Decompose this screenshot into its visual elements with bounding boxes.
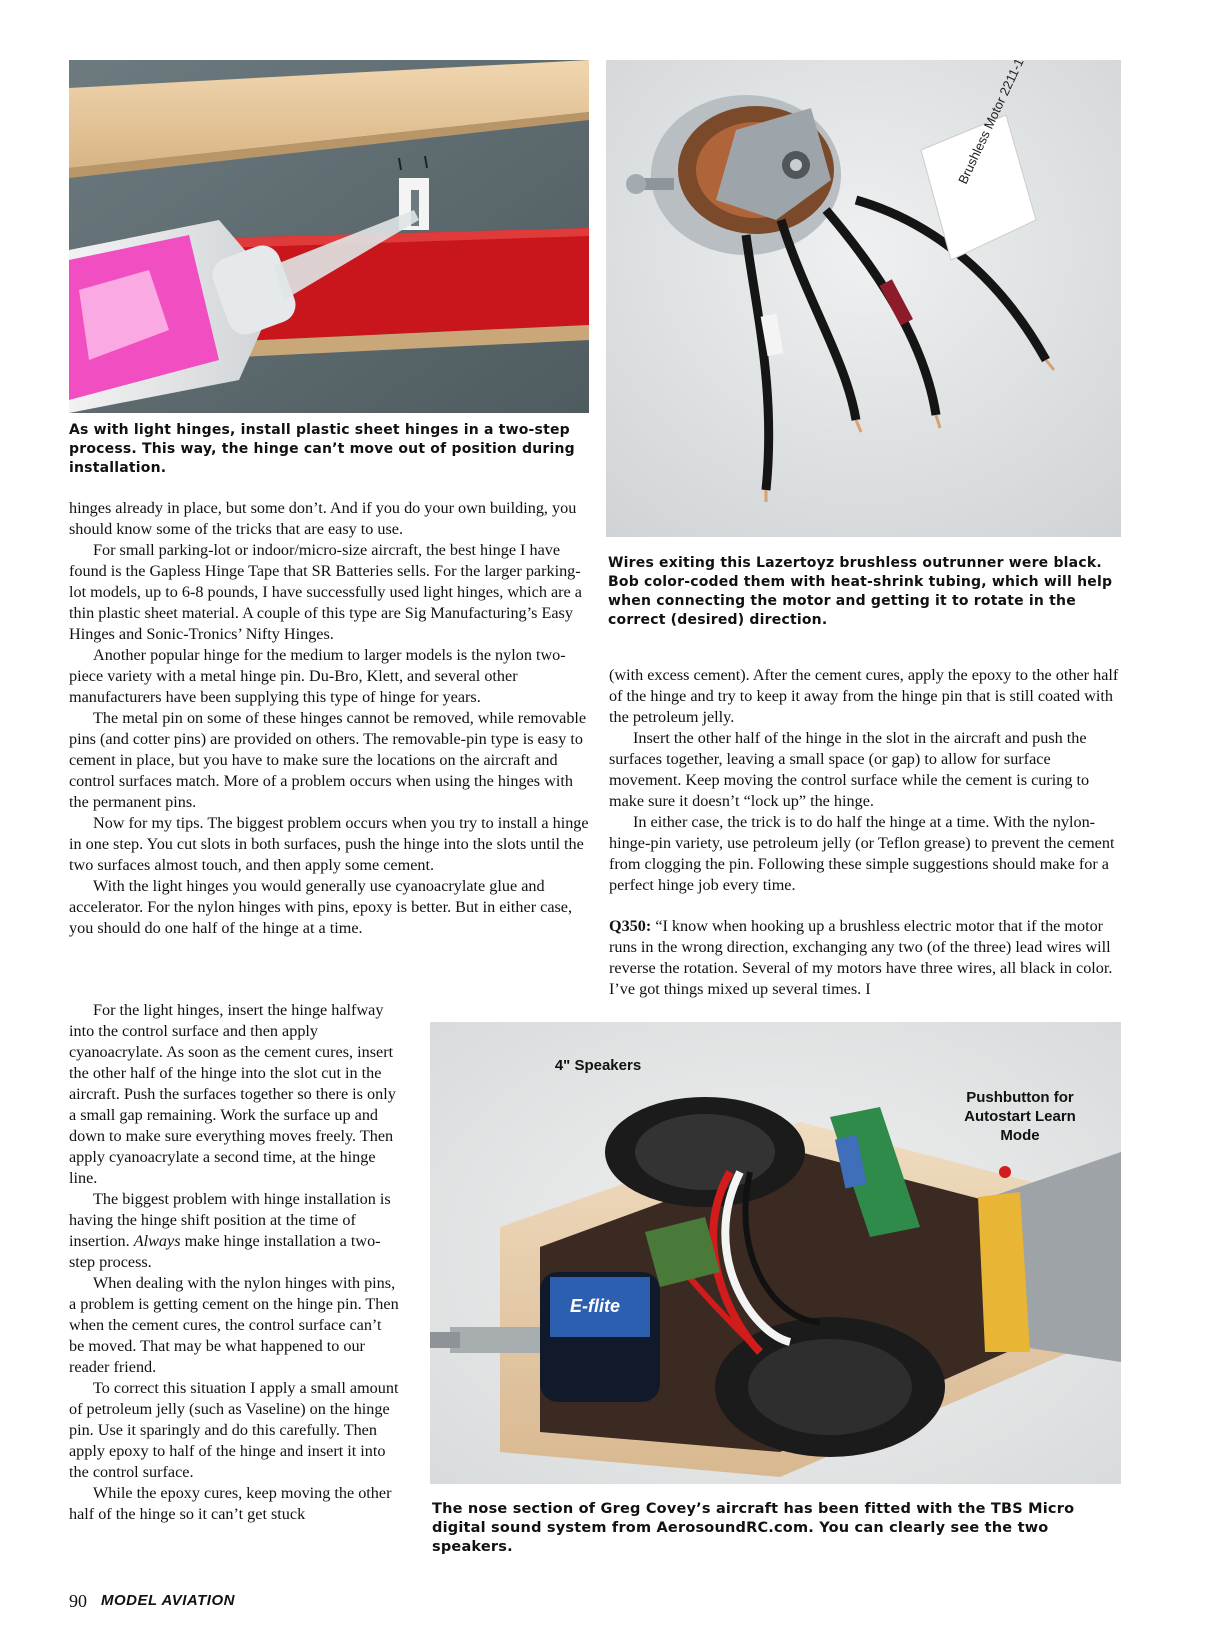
hinge-photo-art: [69, 60, 589, 413]
paragraph: Insert the other half of the hinge in the slot in the aircraft and push the surfaces together, leaving a small space (or gap) to allow for surface movement. Keep moving the control surface while the cement is curing to make sure it doesn’t “lock up” the hinge.: [609, 729, 1090, 810]
speakers-label: 4" Speakers: [554, 1057, 642, 1074]
motor-brand-text: E-flite: [570, 1296, 621, 1316]
paragraph: While the epoxy cures, keep moving the other half of the hinge so it can’t get stuck: [69, 1484, 392, 1523]
magazine-title: MODEL AVIATION: [101, 1592, 235, 1609]
question-paragraph: [609, 916, 1121, 1000]
paragraph: (with excess cement). After the cement cures, apply the epoxy to the other half of the hinge and try to keep it away from the hinge pin that is still coated with the petroleum jelly.: [609, 666, 1119, 726]
paragraph: To correct this situation I apply a small amount of petroleum jelly (such as Vaseline) on the hinge pin. Use it sparingly and do this carefully. Then apply epoxy to half of the hinge and insert it into the control surface.: [69, 1379, 399, 1481]
motor-photo-caption: Wires exiting this Lazertoyz brushless outrunner were black. Bob color-coded them with heat-shrink tubing, which will help when connecting the motor and getting it to rotate in the correct (desired) direction.: [608, 555, 1113, 628]
page-number: 90: [69, 1591, 87, 1611]
paragraph: The metal pin on some of these hinges cannot be removed, while removable pins (and cotter pins) are provided on others. The removable-pin type is easy to cement in place, but you have to make sure the locations on the aircraft and control surfaces match. More of a problem occurs when using the hinges with the permanent pins.: [69, 709, 587, 811]
text-run: make hinge installation a two-step process.: [69, 1232, 381, 1271]
narrow-column: [69, 1000, 399, 1525]
text-run: The biggest problem with hinge installation is having the hinge shift position at the time of insertion.: [69, 1190, 391, 1250]
nose-photo: [430, 1022, 1121, 1484]
paragraph: With the light hinges you would generally use cyanoacrylate glue and accelerator. For the nylon hinges with pins, epoxy is better. But in either case, you should do one half of the hinge at a time.: [69, 877, 573, 937]
hinge-photo: [69, 60, 589, 413]
paragraph: For small parking-lot or indoor/micro-size aircraft, the best hinge I have found is the Gapless Hinge Tape that SR Batteries sells. For the larger parking-lot models, up to 6-8 pounds, I have successfully used light hinges, which are a thin plastic sheet material. A couple of this type are Sig Manufacturing’s Easy Hinges and Sonic-Tronics’ Nifty Hinges.: [69, 541, 582, 643]
motor-photo: [606, 60, 1121, 537]
nose-photo-caption: The nose section of Greg Covey’s aircraft has been fitted with the TBS Micro digital sound system from AerosoundRC.com. You can clearly see the two speakers.: [432, 1501, 1075, 1555]
paragraph: In either case, the trick is to do half the hinge at a time. With the nylon-hinge-pin variety, use petroleum jelly (or Teflon grease) to prevent the cement from clogging the pin. Following these simple suggestions should make for a perfect hinge job every time.: [609, 813, 1115, 894]
right-column: [609, 665, 1121, 1000]
question-text: “I know when hooking up a brushless electric motor that if the motor runs in the wrong direction, exchanging any two (of the three) lead wires will reverse the rotation. Several of my motors have three wires, all black in color. I’ve got things mixed up several times. I: [609, 917, 1113, 998]
left-column: [69, 498, 589, 939]
emphasis: Always: [133, 1232, 181, 1250]
hinge-photo-caption: As with light hinges, install plastic sheet hinges in a two-step process. This way, the hinge can’t move out of position during installation.: [69, 422, 575, 476]
pushbutton-label: Pushbutton for Autostart Learn Mode: [964, 1089, 1076, 1144]
paragraph: For the light hinges, insert the hinge halfway into the control surface and then apply cyanoacrylate. As soon as the cement cures, insert the other half of the hinge into the slot cut in the aircraft. Push the surfaces together so there is only a small gap remaining. Work the surface up and down to make sure everything moves freely. Then apply cyanoacrylate a second time, at the hinge line.: [69, 1001, 396, 1187]
paragraph: When dealing with the nylon hinges with pins, a problem is getting cement on the hinge pin. Then when the cement cures, the control surface can’t be moved. That may be what happened to our reader friend.: [69, 1274, 399, 1376]
paragraph: Now for my tips. The biggest problem occurs when you try to install a hinge in one step. You cut slots in both surfaces, push the hinge into the slots until the two surfaces almost touch, and then apply some cement.: [69, 814, 589, 874]
paragraph: hinges already in place, but some don’t. And if you do your own building, you should know some of the tricks that are easy to use.: [69, 499, 577, 538]
paragraph: [69, 1189, 399, 1273]
paragraph: Another popular hinge for the medium to larger models is the nylon two-piece variety with a metal hinge pin. Du-Bro, Klett, and several other manufacturers have been supplying this type of hinge for years.: [69, 646, 566, 706]
question-label: Q350:: [609, 917, 652, 935]
motor-photo-art: [606, 60, 1121, 537]
